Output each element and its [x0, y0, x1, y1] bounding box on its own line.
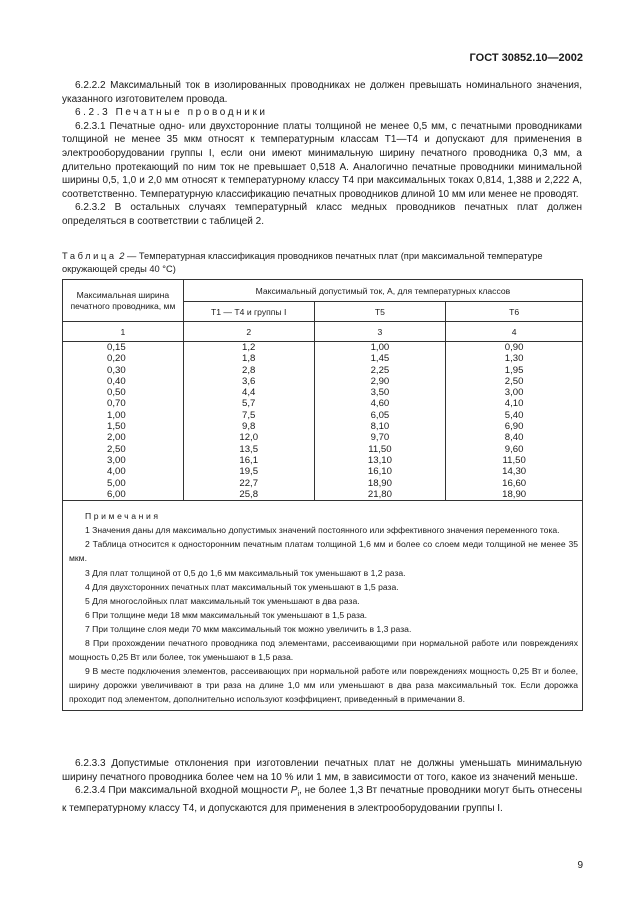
table-cell: 1,45 — [370, 353, 390, 365]
table-cell: 11,50 — [502, 454, 526, 466]
table-cell: 9,70 — [370, 432, 390, 444]
table-cell: 1,30 — [504, 353, 524, 365]
table-cell: 0,30 — [107, 364, 126, 376]
header-t5: Т5 — [314, 302, 446, 322]
column-t5 — [314, 342, 446, 501]
col-number-3: 3 — [314, 322, 446, 342]
table-cell: 6,00 — [107, 488, 126, 500]
header-max-current: Максимальный допустимый ток, А, для температурных классов — [183, 280, 582, 302]
table-cell: 13,5 — [239, 443, 259, 455]
paragraph-6-2-3-4-end: , не более 1,3 Вт печатные проводники могут быть отнесены к температурному классу Т4, и допускаются для применения в электрооборудовании группы I. — [62, 785, 583, 814]
page-number: 9 — [577, 860, 583, 871]
table-cell: 16,1 — [239, 454, 259, 466]
table-cell: 9,8 — [242, 421, 256, 433]
table-cell: 3,6 — [242, 375, 256, 387]
column-widths — [63, 342, 184, 501]
table-cell: 2,25 — [370, 364, 390, 376]
table-cell: 0,40 — [107, 375, 126, 387]
table-cell: 0,70 — [107, 398, 126, 410]
note-item: 1 Значения даны для максимально допустимых значений постоянного или эффективного значения переменного тока. — [85, 525, 560, 536]
table-cell: 3,50 — [370, 387, 390, 399]
table-cell: 2,50 — [107, 443, 126, 455]
table-cell: 14,30 — [502, 466, 527, 478]
table-cell: 8,40 — [504, 432, 524, 444]
current-classification-table — [62, 279, 583, 711]
table-caption-text: — Температурная классификация проводников печатных плат (при максимальной температуре окружающей среды 40 °С) — [62, 251, 543, 274]
note-item: 9 В месте подключения элементов, рассеивающих при нормальной работе или повреждениях мощность 0,25 Вт и более, ширину дорожки увеличивают в три раза на длине 1,0 мм или уменьшают в два раза максимальный ток. Если дорожка проходит под элементом, дополнительно используют коэффициент, приведенный в примечании 8. — [69, 666, 578, 705]
column-t6 — [446, 342, 583, 501]
table-caption — [62, 250, 582, 275]
table-cell: 0,50 — [107, 387, 126, 399]
table-notes — [63, 501, 583, 711]
note-item: 7 При толщине слоя меди 70 мкм максимальный ток можно увеличить в 1,3 раза. — [85, 623, 412, 634]
table-cell: 18,90 — [367, 477, 392, 489]
table-cell: 13,10 — [367, 454, 392, 466]
header-t1-t4: Т1 — Т4 и группы I — [183, 302, 314, 322]
table-cell: 2,00 — [107, 432, 126, 444]
document-header: ГОСТ 30852.10—2002 — [469, 52, 583, 64]
table-cell: 4,00 — [107, 466, 126, 478]
paragraph-6-2-2-2: 6.2.2.2 Максимальный ток в изолированных проводниках не должен превышать номинального значения, указанного изготовителем провода. — [62, 80, 582, 105]
paragraph-6-2-3-3: 6.2.3.3 Допустимые отклонения при изготовлении печатных плат не должны уменьшать минимальную ширину печатного проводника более чем на 10 % или 1 мм, в зависимости от того, какое из значений меньше. — [62, 758, 582, 783]
table-cell: 7,5 — [242, 409, 256, 421]
table-cell: 12,0 — [239, 432, 259, 444]
table-cell: 5,00 — [107, 477, 126, 489]
table-cell: 1,50 — [107, 421, 126, 433]
section-title-printed-conductors: 6.2.3 Печатные проводники — [75, 107, 268, 119]
note-item: 3 Для плат толщиной от 0,5 до 1,6 мм максимальный ток уменьшают в 1,2 раза. — [85, 567, 406, 578]
power-subscript: i — [297, 791, 300, 799]
col-number-1: 1 — [63, 322, 184, 342]
header-conductor-width: Максимальная ширина печатного проводника, мм — [63, 280, 184, 322]
table-cell: 4,60 — [370, 398, 390, 410]
table-cell: 0,15 — [107, 342, 126, 353]
table-cell: 3,00 — [107, 454, 126, 466]
paragraph-6-2-3-4 — [62, 784, 582, 815]
top-text-block — [62, 79, 582, 229]
note-item: 6 При толщине меди 18 мкм максимальный ток уменьшают в 1,5 раза. — [85, 609, 368, 620]
table-cell: 19,5 — [239, 466, 259, 478]
paragraph-6-2-3-2: 6.2.3.2 В остальных случаях температурный класс медных проводников печатных плат должен определяться в соответствии с таблицей 2. — [62, 202, 582, 227]
table-cell: 0,20 — [107, 353, 126, 365]
table-cell: 2,90 — [370, 375, 390, 387]
table-cell: 1,95 — [504, 364, 524, 376]
table-cell: 2,8 — [242, 364, 256, 376]
column-t1-t4 — [183, 342, 314, 501]
table-cell: 4,10 — [504, 398, 524, 410]
paragraph-6-2-3-1: 6.2.3.1 Печатные одно- или двухсторонние платы толщиной не менее 0,5 мм, с печатными проводниками толщиной не менее 35 мкм относят к температурным классам Т1—Т4 и допускают для применения в электрооборудовании группы I, если они имеют минимальную ширину печатного проводника 0,3 мм, а длительно протекающий по ним ток не превышает 0,518 А. Аналогично печатные проводники минимальной ширины 0,5, 1,0 и 2,0 мм относят к температурному классу Т4 при максимальных токах 0,814, 1,388 и 2,222 А, соответственно. Температурную классификацию печатных проводников длиной 10 мм или менее не проводят. — [62, 120, 582, 200]
note-item: 4 Для двухсторонних печатных плат максимальный ток уменьшают в 1,5 раза. — [85, 581, 399, 592]
notes-title: Примечания — [85, 511, 161, 522]
note-item: 5 Для многослойных плат максимальный ток уменьшают в два раза. — [85, 595, 360, 606]
table-cell: 16,60 — [502, 477, 527, 489]
table-cell: 9,60 — [504, 443, 524, 455]
table-cell: 0,90 — [504, 342, 524, 353]
col-number-2: 2 — [183, 322, 314, 342]
table-cell: 18,90 — [502, 488, 527, 500]
table-cell: 11,50 — [368, 443, 392, 455]
table-cell: 1,00 — [107, 409, 126, 421]
table-cell: 2,50 — [504, 375, 524, 387]
table-cell: 16,10 — [367, 466, 392, 478]
table-cell: 3,00 — [504, 387, 524, 399]
table-cell: 4,4 — [242, 387, 256, 399]
table-caption-number: 2 — [119, 251, 125, 261]
table-cell: 6,90 — [504, 421, 524, 433]
power-symbol: P — [290, 785, 298, 797]
paragraph-6-2-3-4-start: 6.2.3.4 При максимальной входной мощности — [75, 785, 288, 797]
table-cell: 8,10 — [370, 421, 390, 433]
table-cell: 1,8 — [242, 353, 256, 365]
table-caption-label: Таблица — [62, 251, 117, 261]
table-cell: 5,7 — [242, 398, 256, 410]
table-cell: 22,7 — [239, 477, 259, 489]
table-cell: 6,05 — [370, 409, 390, 421]
col-number-4: 4 — [446, 322, 583, 342]
table-cell: 1,00 — [370, 342, 390, 353]
table-cell: 25,8 — [239, 488, 259, 500]
bottom-text-block — [62, 757, 582, 815]
table-cell: 5,40 — [504, 409, 524, 421]
table-cell: 1,2 — [242, 342, 256, 353]
note-item: 8 При прохождении печатного проводника под элементами, рассеивающими при нормальной работе или повреждениях мощность 0,25 Вт или более, ток уменьшают в 1,5 раза. — [69, 638, 578, 663]
header-t6: Т6 — [446, 302, 583, 322]
note-item: 2 Таблица относится к односторонним печатным платам толщиной 1,6 мм и более со слоем меди толщиной не менее 35 мкм. — [69, 539, 578, 564]
table-cell: 21,80 — [367, 488, 392, 500]
